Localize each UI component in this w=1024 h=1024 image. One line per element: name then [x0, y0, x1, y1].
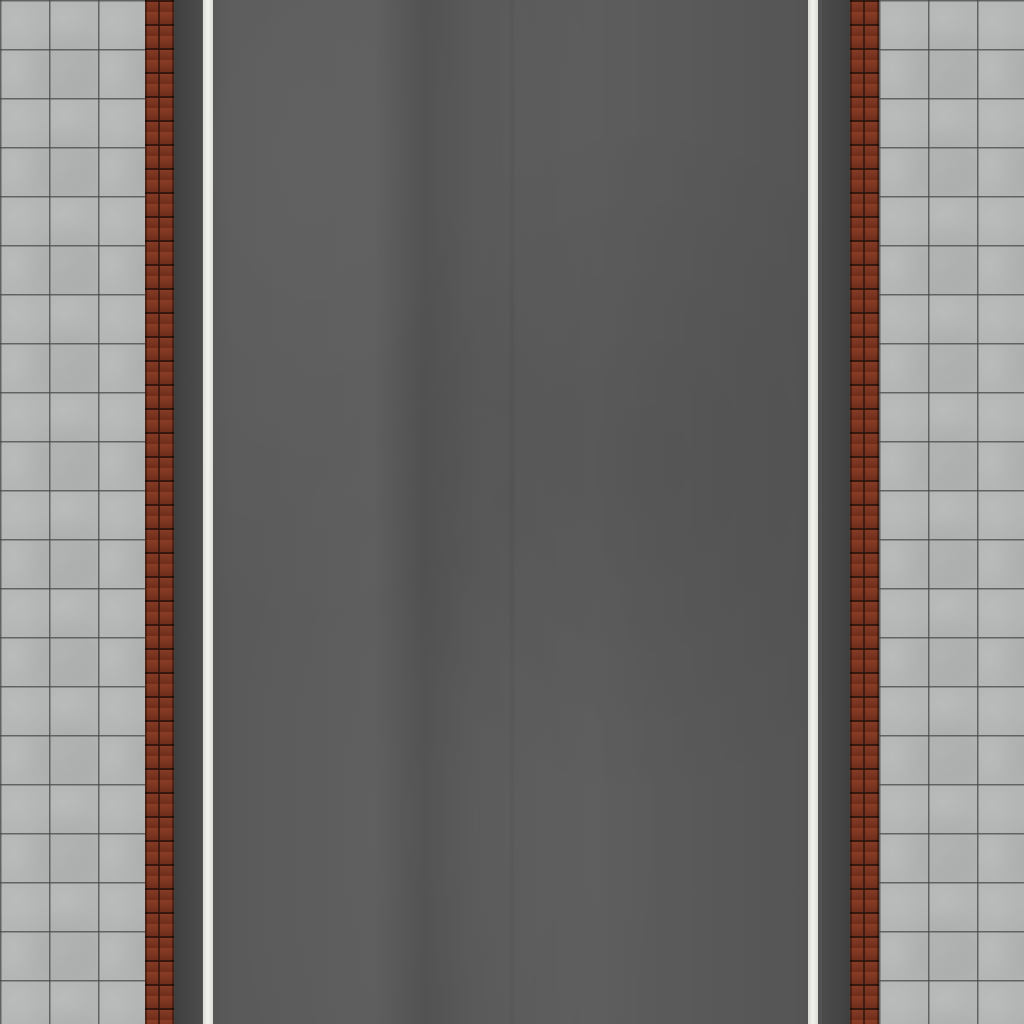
asphalt-road: [174, 0, 850, 1024]
lane-line-right: [808, 0, 818, 1024]
brick-edge-right: [850, 0, 879, 1024]
gutter-left: [174, 0, 202, 1024]
brick-edge-left: [145, 0, 174, 1024]
gutter-right: [822, 0, 850, 1024]
sidewalk-left: [0, 0, 145, 1024]
lane-line-left: [203, 0, 213, 1024]
sidewalk-right: [879, 0, 1024, 1024]
